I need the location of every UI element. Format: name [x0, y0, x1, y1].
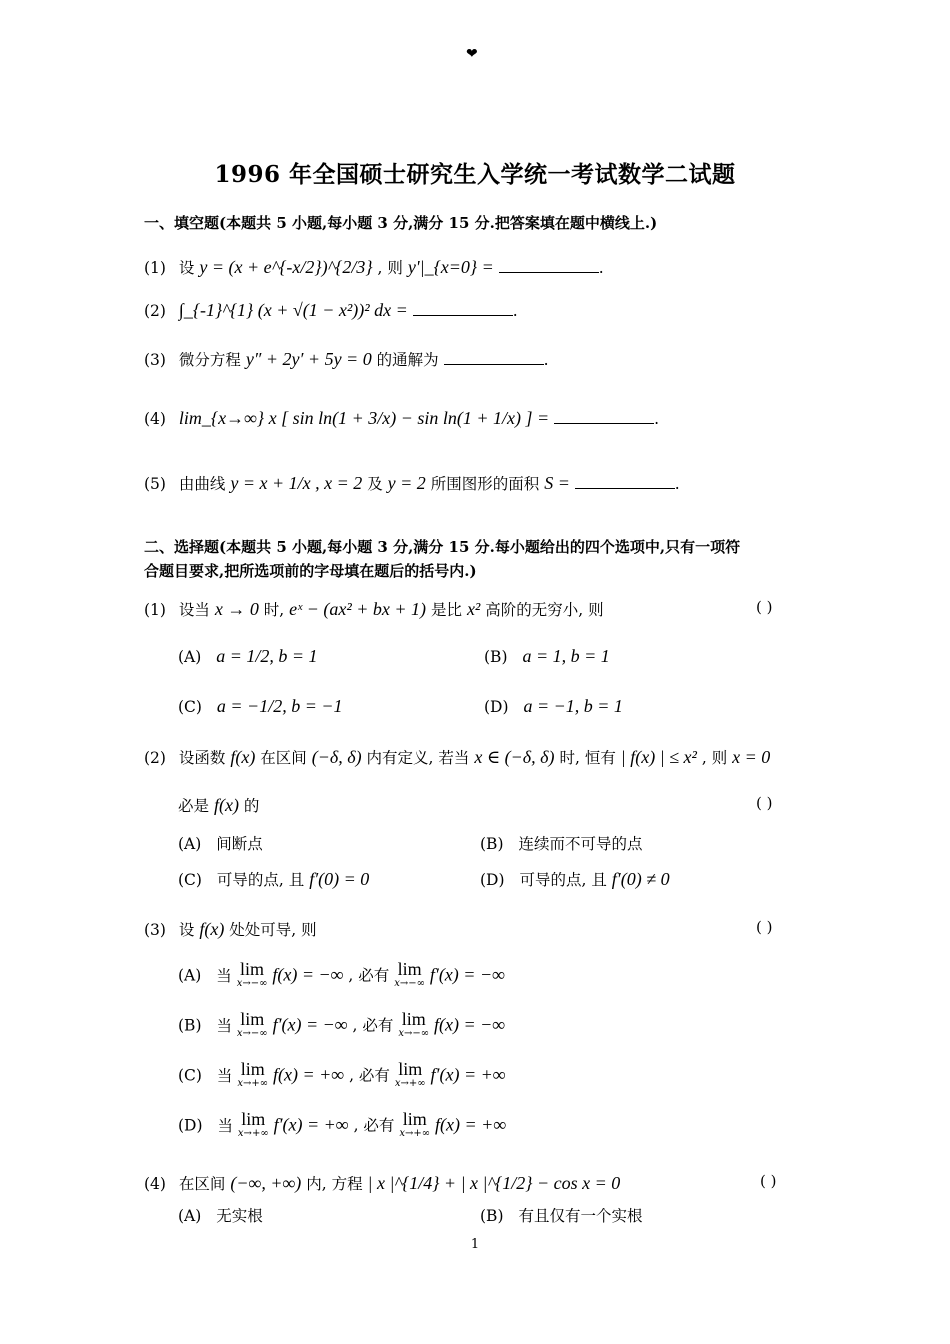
option-text: 当	[216, 1016, 232, 1035]
formula: y″ + 2y′ + 5y = 0	[245, 349, 372, 369]
lim-subscript: x→+∞	[237, 1128, 269, 1139]
option-label: (B)	[484, 648, 508, 666]
option-c	[178, 1059, 506, 1091]
formula: f(x)	[213, 795, 239, 815]
lim-word: lim	[240, 959, 265, 979]
question-number: (4)	[144, 410, 166, 428]
choice-question-1	[144, 598, 604, 620]
choice-question-3	[144, 918, 317, 940]
answer-paren: ( )	[756, 598, 773, 616]
formula: y = (x + e^{-x/2})^{2/3}	[199, 257, 373, 277]
answer-blank	[499, 258, 599, 273]
option-b	[480, 1204, 642, 1226]
section-2-heading-line-2: 合题目要求,把所选项前的字母填在题后的括号内.)	[144, 562, 477, 580]
question-lead: 微分方程	[178, 351, 241, 369]
option-a	[178, 1204, 263, 1226]
question-text: 是比	[430, 601, 462, 619]
formula-ask: S =	[544, 473, 570, 493]
lim-subscript: x→−∞	[394, 978, 425, 989]
question-text: 设	[178, 921, 195, 939]
option-label: (C)	[178, 871, 202, 889]
answer-blank	[554, 409, 654, 424]
question-lead: 设	[178, 259, 195, 277]
question-tail: 的通解为	[376, 351, 439, 369]
formula: (−∞, +∞)	[230, 1173, 302, 1193]
option-text: , 必有	[353, 1116, 395, 1135]
question-text: 内, 方程	[306, 1175, 363, 1193]
option-text: 无实根	[216, 1207, 263, 1225]
fill-question-3: (3) 微分方程 y″ + 2y′ + 5y = 0 的通解为 .	[144, 349, 549, 369]
answer-paren: ( )	[760, 1172, 777, 1190]
lim-word: lim	[241, 1109, 266, 1129]
option-text: 可导的点, 且	[216, 871, 305, 889]
option-b	[178, 1009, 506, 1041]
option-formula: f(x) = −∞	[272, 964, 344, 985]
option-a	[178, 959, 505, 991]
option-label: (C)	[178, 698, 202, 716]
question-text: 处处可导, 则	[229, 921, 317, 939]
page-number: 1	[470, 1237, 480, 1252]
option-label: (A)	[178, 1207, 202, 1225]
question-text: 在区间	[178, 1175, 226, 1193]
formula: ∫_{-1}^{1} (x + √(1 − x²))² dx =	[178, 300, 408, 320]
option-formula: a = 1/2, b = 1	[216, 646, 318, 666]
section-1-heading: 一、填空题(本题共 5 小题,每小题 3 分,满分 15 分.把答案填在题中横线上.)	[144, 214, 658, 232]
option-a	[178, 832, 263, 854]
lim-subscript: x→−∞	[236, 1028, 268, 1039]
option-text: , 必有	[349, 1066, 390, 1085]
formula: | x |^{1/4} + | x |^{1/2} − cos x = 0	[367, 1173, 621, 1193]
choice-question-4	[144, 1172, 620, 1194]
question-text: , 则	[701, 749, 728, 767]
question-number: (3)	[144, 921, 166, 939]
question-text: 的	[243, 797, 260, 815]
question-number: (4)	[144, 1175, 166, 1193]
formula: x²	[466, 599, 481, 619]
fill-question-4: (4) lim_{x→∞} x [ sin ln(1 + 3/x) − sin ln(1 + 1/x) ] = .	[144, 408, 660, 428]
question-mid: 及	[367, 475, 383, 493]
fill-question-1: (1) 设 y = (x + e^{-x/2})^{2/3} , 则 y'|_{x=0} = .	[144, 257, 604, 277]
option-formula: f(x) = +∞	[273, 1064, 345, 1085]
lim-word: lim	[397, 959, 422, 979]
option-label: (B)	[480, 835, 504, 853]
option-formula: f′(x) = −∞	[272, 1014, 348, 1035]
choice-question-2-line-2	[178, 794, 259, 816]
option-label: (A)	[178, 966, 202, 985]
option-formula: f′(0) ≠ 0	[611, 869, 670, 889]
option-formula: a = 1, b = 1	[522, 646, 610, 666]
option-c	[178, 868, 369, 890]
lim-subscript: x→−∞	[398, 1028, 430, 1039]
answer-blank	[444, 350, 544, 365]
formula: f(x)	[199, 919, 225, 939]
page-title: 1996 年全国硕士研究生入学统一考试数学二试题	[214, 161, 736, 188]
formula-ask: y'|_{x=0} =	[407, 257, 494, 277]
option-formula: f(x) = +∞	[435, 1114, 507, 1135]
option-text: 间断点	[216, 835, 263, 853]
option-text: 当	[216, 966, 232, 985]
lim-word: lim	[240, 1059, 265, 1079]
question-tail: 所围图形的面积	[430, 475, 540, 493]
option-b	[480, 832, 642, 854]
option-b	[484, 646, 610, 667]
option-text: 当	[217, 1116, 233, 1135]
formula: x → 0	[214, 599, 259, 619]
lim-subscript: x→+∞	[394, 1078, 426, 1089]
option-formula: f′(x) = +∞	[273, 1114, 349, 1135]
formula-2: y = 2	[387, 473, 426, 493]
option-label: (A)	[178, 648, 202, 666]
formula: x = 0	[732, 747, 771, 767]
question-tail: , 则	[377, 259, 403, 277]
formula: (−δ, δ)	[311, 747, 362, 767]
option-text: 当	[216, 1066, 233, 1085]
option-text: 连续而不可导的点	[518, 835, 643, 853]
option-label: (D)	[484, 698, 509, 716]
option-label: (D)	[480, 871, 505, 889]
question-number: (1)	[144, 601, 166, 619]
option-text: , 必有	[352, 1016, 394, 1035]
option-text: 有且仅有一个实根	[518, 1207, 643, 1225]
option-formula: a = −1/2, b = −1	[216, 696, 343, 716]
lim-word: lim	[398, 1059, 423, 1079]
lim-subscript: x→−∞	[236, 978, 268, 989]
answer-blank	[413, 301, 513, 316]
section-2-heading-line-1: 二、选择题(本题共 5 小题,每小题 3 分,满分 15 分.每小题给出的四个选项中,只有一项符	[144, 538, 741, 556]
formula: f(x)	[230, 747, 256, 767]
question-text: 必是	[178, 797, 210, 815]
question-number: (2)	[144, 302, 166, 320]
answer-paren: ( )	[756, 918, 773, 936]
option-text: 可导的点, 且	[519, 871, 607, 889]
option-label: (D)	[178, 1116, 203, 1135]
option-label: (A)	[178, 835, 202, 853]
formula: y = x + 1/x , x = 2	[230, 473, 363, 493]
question-number: (5)	[144, 475, 166, 493]
heart-icon: ❤	[466, 46, 478, 62]
option-d	[480, 868, 670, 890]
choice-question-2	[144, 746, 770, 768]
formula: | f(x) | ≤ x²	[620, 747, 697, 767]
lim-word: lim	[240, 1009, 265, 1029]
option-formula: f′(x) = −∞	[429, 964, 505, 985]
option-formula: f(x) = −∞	[434, 1014, 506, 1035]
option-c	[178, 696, 343, 717]
option-d	[178, 1109, 507, 1141]
fill-question-5: (5) 由曲线 y = x + 1/x , x = 2 及 y = 2 所围图形的面积 S = .	[144, 473, 680, 493]
question-number: (3)	[144, 351, 166, 369]
question-text: 设函数	[178, 749, 226, 767]
question-text: 时, 恒有	[559, 749, 616, 767]
formula: eˣ − (ax² + bx + 1)	[289, 599, 427, 619]
option-label: (B)	[480, 1207, 504, 1225]
option-a	[178, 646, 318, 667]
question-text: 在区间	[260, 749, 307, 767]
question-text: 内有定义, 若当	[366, 749, 470, 767]
formula: x ∈ (−δ, δ)	[474, 747, 555, 767]
question-lead: 由曲线	[178, 475, 226, 493]
option-formula: a = −1, b = 1	[523, 696, 623, 716]
fill-question-2: (2) ∫_{-1}^{1} (x + √(1 − x²))² dx = .	[144, 300, 518, 320]
question-text: 设当	[178, 601, 210, 619]
lim-word: lim	[402, 1109, 427, 1129]
option-d	[484, 696, 623, 717]
option-formula: f′(x) = +∞	[430, 1064, 506, 1085]
formula: lim_{x→∞} x [ sin ln(1 + 3/x) − sin ln(1 + 1/x) ] =	[178, 408, 550, 428]
answer-paren: ( )	[756, 794, 773, 812]
lim-subscript: x→+∞	[399, 1128, 431, 1139]
option-label: (C)	[178, 1066, 202, 1085]
question-number: (1)	[144, 259, 166, 277]
option-formula: f′(0) = 0	[309, 869, 370, 889]
answer-blank	[575, 474, 675, 489]
question-number: (2)	[144, 749, 166, 767]
lim-word: lim	[401, 1009, 426, 1029]
option-text: , 必有	[348, 966, 390, 985]
question-text: 高阶的无穷小, 则	[485, 601, 604, 619]
lim-subscript: x→+∞	[237, 1078, 269, 1089]
question-text: 时,	[263, 601, 285, 619]
option-label: (B)	[178, 1016, 202, 1035]
